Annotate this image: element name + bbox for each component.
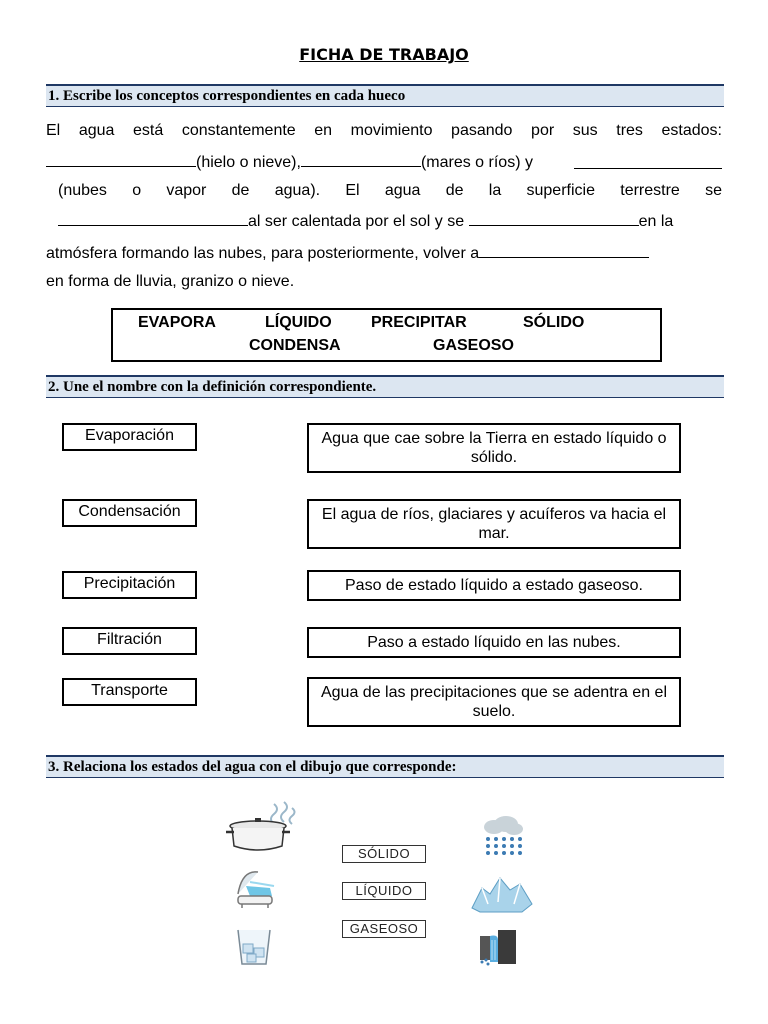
fill-text: atmósfera formando las nubes, para posteriormente, volver a bbox=[46, 245, 480, 262]
fill-line-4 bbox=[58, 210, 722, 232]
blank-5[interactable] bbox=[469, 210, 639, 226]
fill-line-3: (nubes o vapor de agua). El agua de la superficie terrestre se bbox=[58, 182, 722, 199]
state-solido[interactable]: SÓLIDO bbox=[342, 845, 426, 863]
blank-4[interactable] bbox=[58, 210, 248, 226]
definition-3[interactable]: Paso de estado líquido a estado gaseoso. bbox=[307, 570, 681, 601]
blank-2[interactable] bbox=[301, 151, 421, 167]
waterfall-icon[interactable] bbox=[476, 926, 520, 966]
word-liquido: LÍQUIDO bbox=[265, 314, 332, 331]
page-title: FICHA DE TRABAJO bbox=[299, 45, 469, 64]
shower-icon[interactable] bbox=[232, 866, 280, 910]
name-precipitacion[interactable]: Precipitación bbox=[62, 571, 197, 599]
word-evapora: EVAPORA bbox=[138, 314, 216, 331]
word-condensa: CONDENSA bbox=[249, 337, 341, 354]
ice-glass-icon[interactable] bbox=[234, 926, 274, 966]
definition-1[interactable]: Agua que cae sobre la Tierra en estado líquido o sólido. bbox=[307, 423, 681, 473]
definition-5[interactable]: Agua de las precipitaciones que se adentra en el suelo. bbox=[307, 677, 681, 727]
section-2-heading: 2. Une el nombre con la definición correspondiente. bbox=[46, 375, 724, 398]
fill-line-2 bbox=[46, 151, 722, 173]
state-liquido[interactable]: LÍQUIDO bbox=[342, 882, 426, 900]
steaming-pot-icon[interactable] bbox=[222, 798, 304, 856]
fill-text: (hielo o nieve), bbox=[196, 154, 301, 171]
word-precipitar: PRECIPITAR bbox=[371, 314, 467, 331]
definition-2[interactable]: El agua de ríos, glaciares y acuíferos va hacia el mar. bbox=[307, 499, 681, 549]
rain-cloud-icon[interactable] bbox=[480, 815, 526, 857]
name-transporte[interactable]: Transporte bbox=[62, 678, 197, 706]
state-gaseoso[interactable]: GASEOSO bbox=[342, 920, 426, 938]
section-3-heading: 3. Relaciona los estados del agua con el dibujo que corresponde: bbox=[46, 755, 724, 778]
word-bank bbox=[111, 308, 662, 362]
name-condensacion[interactable]: Condensación bbox=[62, 499, 197, 527]
fill-text: en la bbox=[638, 213, 674, 230]
blank-1[interactable] bbox=[46, 151, 196, 167]
name-evaporacion[interactable]: Evaporación bbox=[62, 423, 197, 451]
blank-6[interactable] bbox=[479, 242, 649, 258]
fill-line-5 bbox=[46, 242, 722, 264]
fill-text: al ser calentada por el sol y se bbox=[248, 213, 465, 230]
fill-line-6: en forma de lluvia, granizo o nieve. bbox=[46, 273, 295, 290]
blank-3[interactable] bbox=[574, 153, 722, 169]
iceberg-icon[interactable] bbox=[470, 874, 536, 914]
definition-4[interactable]: Paso a estado líquido en las nubes. bbox=[307, 627, 681, 658]
name-filtracion[interactable]: Filtración bbox=[62, 627, 197, 655]
section-1-heading: 1. Escribe los conceptos correspondientes en cada hueco bbox=[46, 84, 724, 107]
fill-line-1: El agua está constantemente en movimiento pasando por sus tres estados: bbox=[46, 122, 722, 139]
word-gaseoso: GASEOSO bbox=[433, 337, 514, 354]
word-solido: SÓLIDO bbox=[523, 314, 585, 331]
fill-text: (mares o ríos) y bbox=[420, 154, 533, 171]
